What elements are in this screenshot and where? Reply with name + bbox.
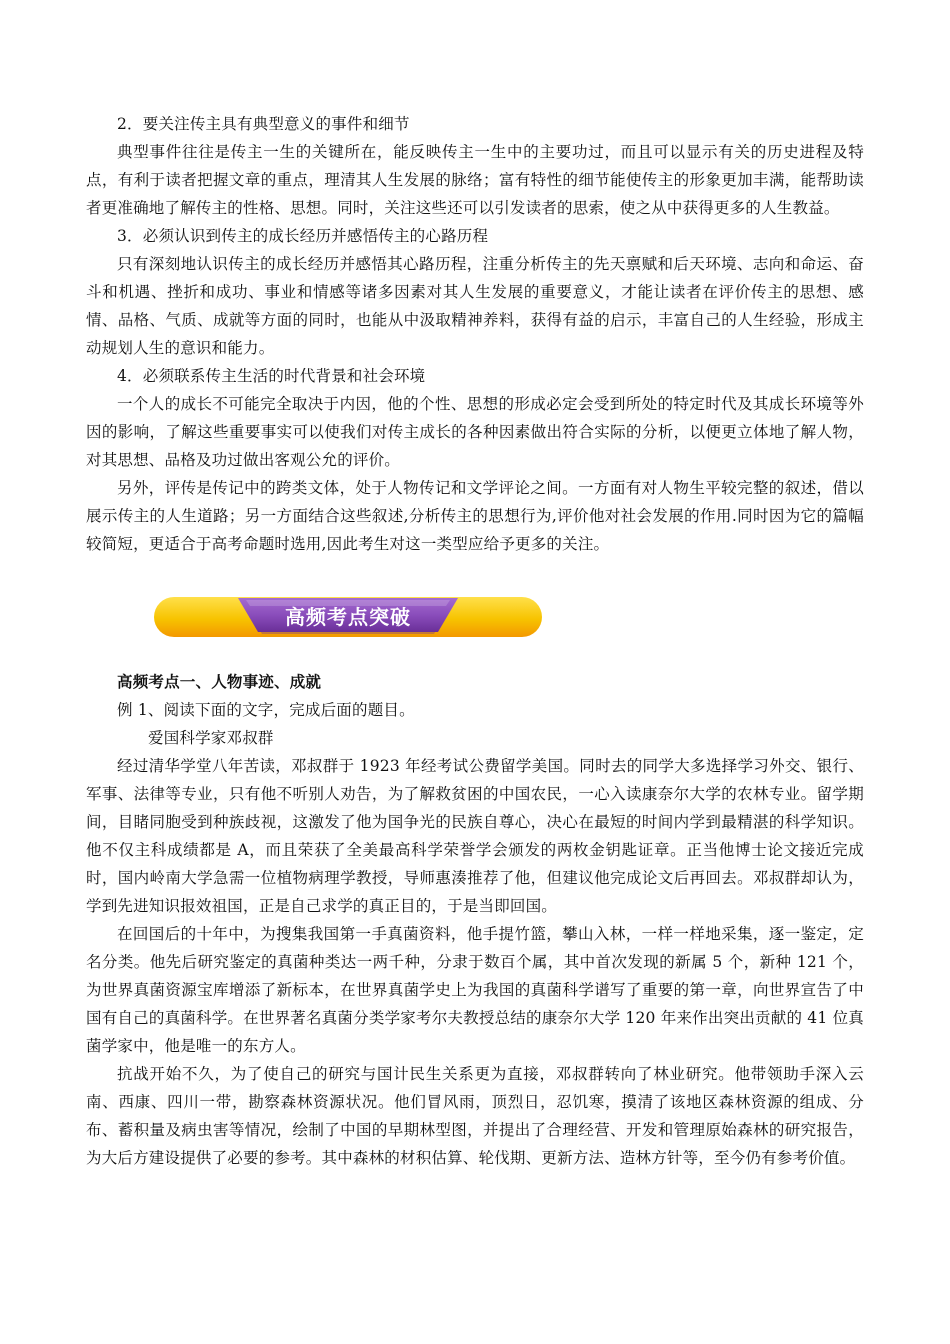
article-paragraph-1: 经过清华学堂八年苦读，邓叔群于 1923 年经考试公费留学美国。同时去的同学大多选择学习外交、银行、军事、法律等专业，只有他不听别人劝告，为了解救贫困的中国农民，一心入读康奈尔大学的农林专业。留学期间，目睹同胞受到种族歧视，这激发了他为国争光的民族自尊心，决心在最短的时间内学到最精湛的科学知识。他不仅主科成绩都是 A，而且荣获了全美最高科学荣誉学会颁发的两枚金钥匙证章。正当他博士论文接近完成时，国内岭南大学急需一位植物病理学教授，导师惠湊推荐了他，但建议他完成论文后再回去。邓叔群却认为，学到先进知识报效祖国，正是自己求学的真正目的，于是当即回国。 <box>86 757 864 915</box>
heading-point-4: 4．必须联系传主生活的时代背景和社会环境 <box>117 367 426 385</box>
heading-point-3: 3．必须认识到传主的成长经历并感悟传主的心路历程 <box>117 227 489 245</box>
paragraph-additional-note: 另外，评传是传记中的跨类文体，处于人物传记和文学评论之间。一方面有对人物生平较完整的叙述，借以展示传主的人生道路；另一方面结合这些叙述,分析传主的思想行为,评价他对社会发展的作用.同时因为它的篇幅较简短，更适合于高考命题时选用,因此考生对这一类型应给予更多的关注。 <box>86 479 864 553</box>
heading-point-2: 2．要关注传主具有典型意义的事件和细节 <box>117 115 410 133</box>
article-title: 爱国科学家邓叔群 <box>148 729 274 747</box>
banner-label: 高频考点突破 <box>285 605 411 629</box>
paragraph-point-2: 典型事件往往是传主一生的关键所在，能反映传主一生中的主要功过，而且可以显示有关的历史进程及特点，有利于读者把握文章的重点，理清其人生发展的脉络；富有特性的细节能使传主的形象更加丰满，能帮助读者更准确地了解传主的性格、思想。同时，关注这些还可以引发读者的思索，使之从中获得更多的人生教益。 <box>86 143 864 217</box>
article-paragraph-2: 在回国后的十年中，为搜集我国第一手真菌资料，他手提竹篮，攀山入林，一样一样地采集，逐一鉴定，定名分类。他先后研究鉴定的真菌种类达一两千种，分隶于数百个属，其中首次发现的新属 5 个，新种 121 个，为世界真菌资源宝库增添了新标本，在世界真菌学史上为我国的真菌科学谱写了重要的第一章，向世界宣告了中国有自己的真菌科学。在世界著名真菌分类学家考尔夫教授总结的康奈尔大学 120 年来作出突出贡献的 41 位真菌学家中，他是唯一的东方人。 <box>86 925 864 1055</box>
paragraph-point-3: 只有深刻地认识传主的成长经历并感悟其心路历程，注重分析传主的先天禀赋和后天环境、志向和命运、奋斗和机遇、挫折和成功、事业和情感等诸多因素对其人生发展的重要意义，才能让读者在评价传主的思想、感情、品格、气质、成就等方面的同时，也能从中汲取精神养料，获得有益的启示，丰富自己的人生经验，形成主动规划人生的意识和能力。 <box>86 255 864 357</box>
section-banner-area <box>86 558 864 668</box>
example-instruction: 例 1、阅读下面的文字，完成后面的题目。 <box>117 701 415 719</box>
section-banner <box>154 596 542 638</box>
paragraph-point-4: 一个人的成长不可能完全取决于内因，他的个性、思想的形成必定会受到所处的特定时代及其成长环境等外因的影响，了解这些重要事实可以使我们对传主成长的各种因素做出符合实际的分析，以便更立体地了解人物，对其思想、品格及功过做出客观公允的评价。 <box>86 395 864 469</box>
heading-frequent-point-1: 高频考点一、人物事迹、成就 <box>117 672 322 691</box>
document-body <box>86 110 864 1172</box>
article-paragraph-3: 抗战开始不久，为了使自己的研究与国计民生关系更为直接，邓叔群转向了林业研究。他带领助手深入云南、西康、四川一带，勘察森林资源状况。他们冒风雨，顶烈日，忍饥寒，摸清了该地区森林资源的组成、分布、蓄积量及病虫害等情况，绘制了中国的早期林型图，并提出了合理经营、开发和管理原始森林的研究报告，为大后方建设提供了必要的参考。其中森林的材积估算、轮伐期、更新方法、造林方针等，至今仍有参考价值。 <box>86 1065 864 1167</box>
